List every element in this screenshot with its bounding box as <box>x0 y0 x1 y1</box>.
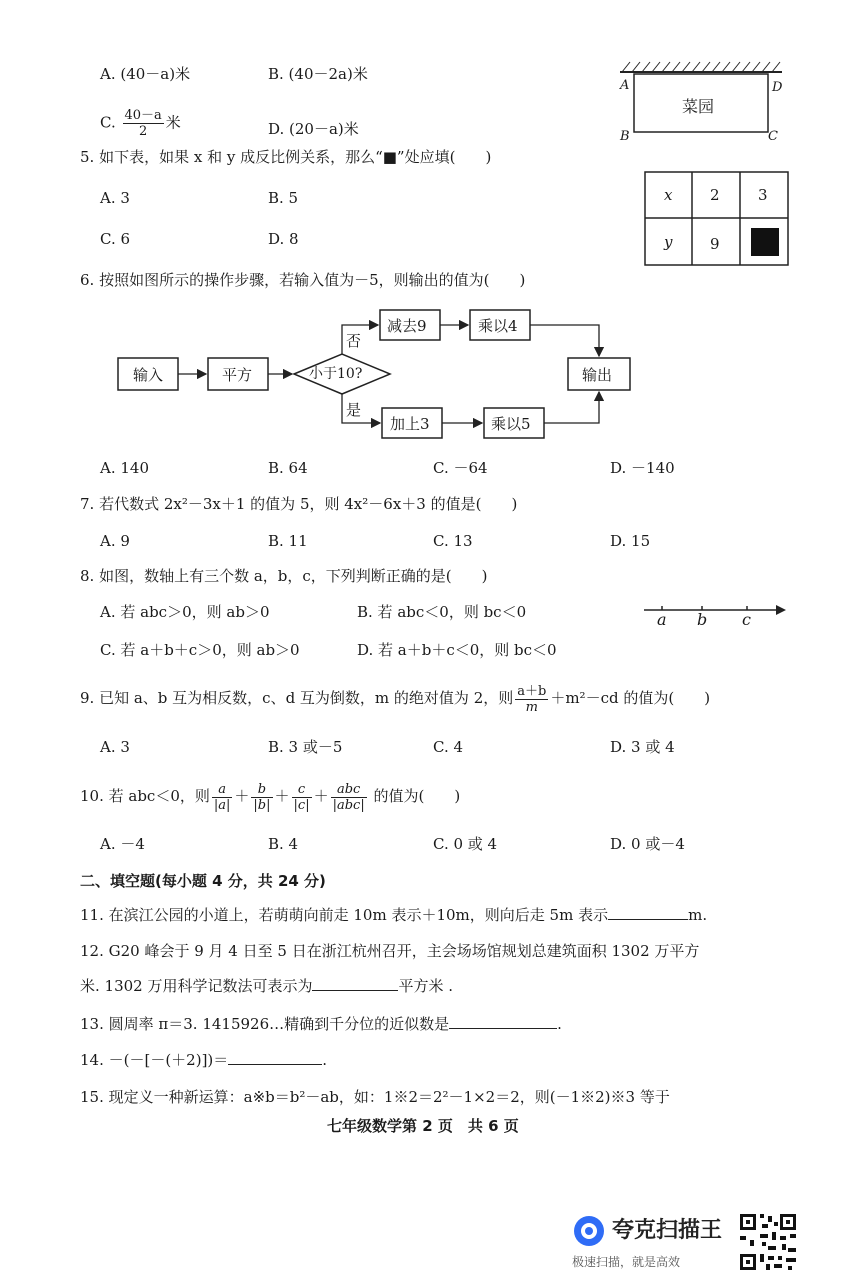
q11-unit: m. <box>688 906 708 924</box>
q10-f1-num: a <box>212 782 233 798</box>
q8-option-b: B. 若 abc＜0，则 bc＜0 <box>357 603 527 621</box>
q10-fraction-b <box>251 782 272 813</box>
q6-flowchart <box>110 302 640 442</box>
q10-fraction-a <box>212 782 233 813</box>
q4-option-b: B. (40－2a)米 <box>268 65 368 83</box>
q5-table-y1: 9 <box>710 235 720 253</box>
q11-text: 11. 在滨江公园的小道上，若萌萌向前走 10m 表示＋10m，则向后走 5m 表示 <box>80 906 609 924</box>
q10-stem-pre: 10. 若 abc＜0，则 <box>80 787 210 805</box>
q8-stem: 8. 如图，数轴上有三个数 a，b，c，下列判断正确的是( ) <box>80 567 488 585</box>
q9-stem-pre: 9. 已知 a、b 互为相反数，c、d 互为倒数，m 的绝对值为 2，则 <box>80 689 514 707</box>
section-heading-fill-in: 二、填空题(每小题 4 分，共 24 分) <box>80 872 326 890</box>
q7-stem: 7. 若代数式 2x²－3x＋1 的值为 5，则 4x²－6x＋3 的值是( ) <box>80 495 518 513</box>
q10-f3-num: c <box>292 782 312 798</box>
q10-option-d: D. 0 或－4 <box>610 835 685 853</box>
q9-option-d: D. 3 或 4 <box>610 738 675 756</box>
q10-stem-post: 的值为( ) <box>373 787 461 805</box>
q7-option-a: A. 9 <box>100 532 130 550</box>
q9-option-a: A. 3 <box>100 738 130 756</box>
q12-text: 米. 1302 万用科学记数法可表示为 <box>80 977 313 995</box>
q10-option-a: A. －4 <box>100 835 145 853</box>
garden-label-a: A <box>620 78 630 93</box>
flow-square: 平方 <box>222 366 253 384</box>
q6-option-d: D. －140 <box>610 459 675 477</box>
flow-yes-label: 是 <box>346 401 362 419</box>
q13-end: . <box>557 1015 562 1033</box>
q13-answer-blank[interactable] <box>449 1014 557 1029</box>
q4-c-denominator: 2 <box>139 124 148 139</box>
q5-option-b: B. 5 <box>268 189 299 207</box>
q10-stem <box>80 778 460 814</box>
q13 <box>80 1014 562 1034</box>
q10-fraction-c <box>292 782 312 813</box>
q10-f1-den: |a| <box>213 797 231 813</box>
number-line-label-c: c <box>742 610 751 629</box>
q5-option-a: A. 3 <box>100 189 130 207</box>
quark-logo-icon <box>572 1214 606 1248</box>
q6-option-c: C. －64 <box>433 459 488 477</box>
q11-answer-blank[interactable] <box>608 905 688 920</box>
qr-code-icon <box>738 1212 798 1272</box>
q4-c-numerator: 40－a <box>124 108 162 123</box>
flow-no-label: 否 <box>346 332 362 350</box>
garden-label-b: B <box>620 129 630 144</box>
flow-add-3: 加上3 <box>390 415 430 433</box>
flow-condition: 小于10? <box>309 366 363 382</box>
q4-option-c-unit: 米 <box>165 113 181 132</box>
q12-unit: 平方米 . <box>398 977 454 995</box>
flow-input: 输入 <box>133 366 164 384</box>
q13-text: 13. 圆周率 π＝3. 1415926…精确到千分位的近似数是 <box>80 1015 450 1033</box>
q5-table-x2: 3 <box>758 186 768 204</box>
q10-plus-2: ＋ <box>274 787 290 805</box>
q4-option-a: A. (40－a)米 <box>100 65 191 83</box>
q5-stem: 5. 如下表，如果 x 和 y 成反比例关系，那么“■”处应填( ) <box>80 148 492 166</box>
q14-text: 14. －(－[－(＋2)])＝ <box>80 1051 229 1069</box>
q8-option-a: A. 若 abc＞0，则 ab＞0 <box>100 603 270 621</box>
q9-stem-post: ＋m²－cd 的值为( ) <box>550 689 711 707</box>
q10-f3-den: |c| <box>293 797 310 813</box>
q10-option-b: B. 4 <box>268 835 299 853</box>
page-footer: 七年级数学第 2 页 共 6 页 <box>327 1117 519 1135</box>
q9-numerator: a＋b <box>517 683 547 699</box>
q14-end: . <box>322 1051 328 1069</box>
q7-option-c: C. 13 <box>433 532 473 550</box>
q10-fraction-abc <box>331 782 367 813</box>
q9-option-b: B. 3 或－5 <box>268 738 343 756</box>
q12-line2 <box>80 976 453 996</box>
flow-multiply-5: 乘以5 <box>491 415 531 433</box>
q9-fraction <box>515 684 548 715</box>
q4-option-c-prefix: C. <box>100 113 116 132</box>
q10-plus-1: ＋ <box>234 787 250 805</box>
q9-stem <box>80 680 710 716</box>
q6-option-a: A. 140 <box>100 459 149 477</box>
q9-option-c: C. 4 <box>433 738 464 756</box>
watermark-brand: 夸克扫描王 <box>612 1218 723 1243</box>
q10-f2-den: |b| <box>253 797 271 813</box>
q5-table-black-square <box>751 228 779 256</box>
q9-denominator: m <box>525 699 538 715</box>
q10-f2-num: b <box>251 782 272 798</box>
number-line-label-b: b <box>697 610 708 629</box>
q10-option-c: C. 0 或 4 <box>433 835 498 853</box>
q11 <box>80 905 707 925</box>
q4-option-c <box>100 108 181 139</box>
q10-plus-3: ＋ <box>313 787 329 805</box>
q4-option-c-fraction <box>123 108 164 139</box>
garden-label-c: C <box>768 129 778 144</box>
q15-text: 15. 现定义一种新运算：a※b＝b²－ab，如：1※2＝2²－1×2＝2，则(－1※2)※3 等于 <box>80 1088 670 1106</box>
flow-subtract-9: 减去9 <box>387 317 427 335</box>
q12-answer-blank[interactable] <box>312 976 398 991</box>
q10-f4-num: abc <box>331 782 367 798</box>
q4-option-d: D. (20－a)米 <box>268 120 359 138</box>
number-line-label-a: a <box>657 610 667 629</box>
q8-option-d: D. 若 a＋b＋c＜0，则 bc＜0 <box>357 641 557 659</box>
q6-option-b: B. 64 <box>268 459 308 477</box>
q5-table-y: y <box>664 233 673 251</box>
q12-line1: 12. G20 峰会于 9 月 4 日至 5 日在浙江杭州召开，主会场场馆规划总建筑面积 1302 万平方 <box>80 942 700 960</box>
garden-label-d: D <box>772 80 783 95</box>
q5-table-x1: 2 <box>710 186 720 204</box>
q14-answer-blank[interactable] <box>228 1050 322 1065</box>
q14 <box>80 1050 327 1070</box>
q5-option-d: D. 8 <box>268 230 299 248</box>
flow-multiply-4: 乘以4 <box>478 317 518 335</box>
garden-label: 菜园 <box>682 97 715 116</box>
q6-stem: 6. 按照如图所示的操作步骤，若输入值为－5，则输出的值为( ) <box>80 271 526 289</box>
q8-option-c: C. 若 a＋b＋c＞0，则 ab＞0 <box>100 641 300 659</box>
q7-option-d: D. 15 <box>610 532 651 550</box>
q5-option-c: C. 6 <box>100 230 131 248</box>
q5-table-x: x <box>664 186 673 204</box>
flow-output: 输出 <box>582 366 613 384</box>
watermark-slogan: 极速扫描，就是高效 <box>572 1255 681 1269</box>
q7-option-b: B. 11 <box>268 532 308 550</box>
q10-f4-den: |abc| <box>332 797 365 813</box>
